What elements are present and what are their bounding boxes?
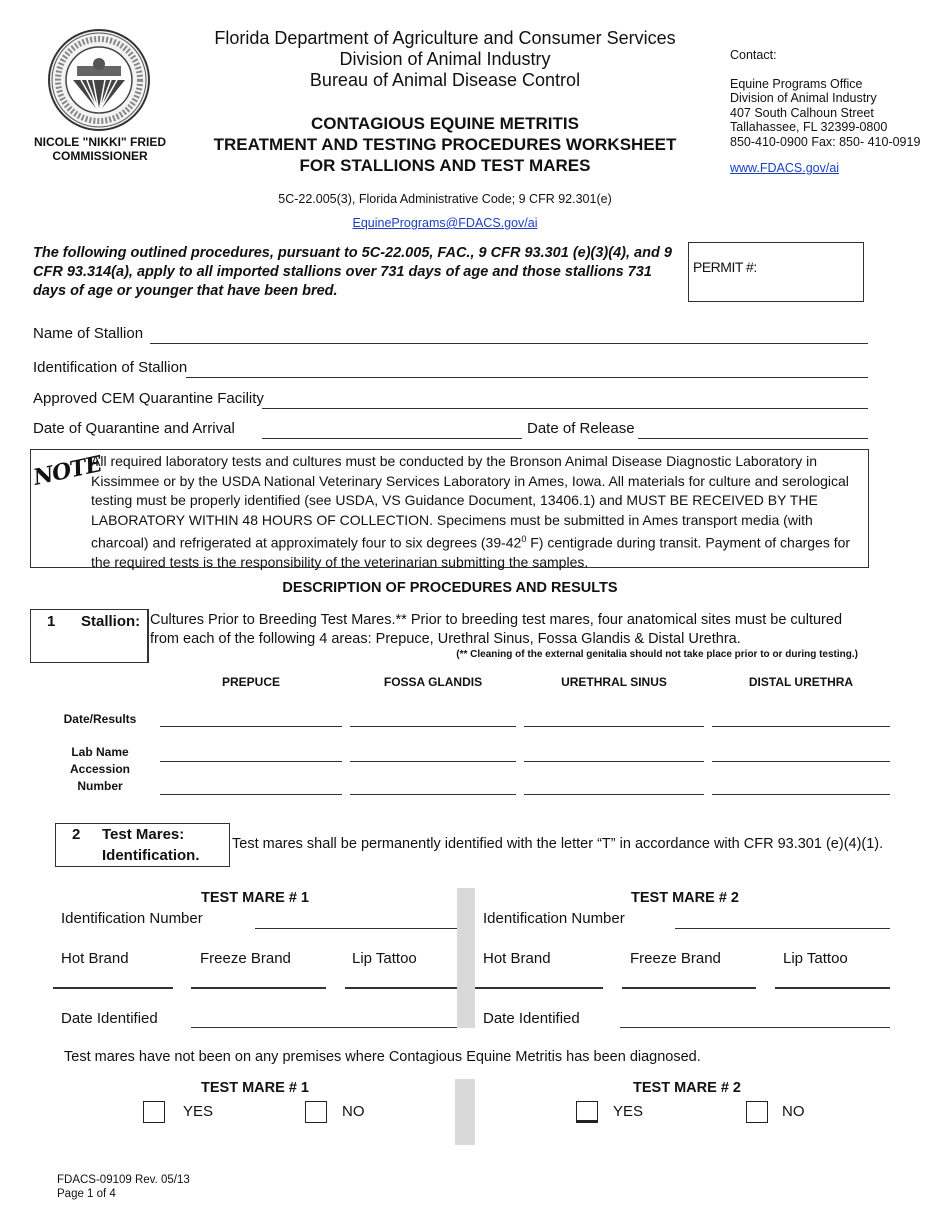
mare2-date-label: Date Identified	[483, 1010, 580, 1027]
mare2-premises-heading: TEST MARE # 2	[633, 1080, 741, 1096]
mare1-date-field[interactable]	[191, 1027, 457, 1028]
mares-instructions: Test mares shall be permanently identified with the letter “T” in accordance with CFR 93.301 (e)(4)(1).	[232, 836, 884, 852]
note-text-end: F) centigrade during transit. Payment of charges for the required tests is the responsibility of the veterinarian submitting the samples.	[91, 534, 851, 571]
stallion-name-field[interactable]	[150, 343, 868, 344]
premises-statement: Test mares have not been on any premises where Contagious Equine Metritis has been diagnosed.	[64, 1049, 701, 1065]
mare1-freeze-brand-field[interactable]	[191, 987, 326, 989]
mare2-freeze-brand-label: Freeze Brand	[630, 950, 721, 967]
urethral-accession-field[interactable]	[524, 794, 704, 795]
footer	[57, 1173, 190, 1201]
distal-date-field[interactable]	[712, 726, 890, 727]
contact-line-3: 407 South Calhoun Street	[730, 105, 874, 120]
mare2-yes-checkbox[interactable]	[576, 1101, 598, 1123]
mare2-freeze-brand-field[interactable]	[622, 987, 756, 989]
agency-name: Florida Department of Agriculture and Consumer Services	[214, 28, 676, 48]
mare2-hot-brand-label: Hot Brand	[483, 950, 551, 967]
column-distal-urethra: DISTAL URETHRA	[748, 675, 854, 689]
note-text	[91, 452, 867, 573]
mare2-no-label: NO	[782, 1103, 805, 1120]
email-link[interactable]: EquinePrograms@FDACS.gov/ai	[352, 216, 538, 230]
row-lab-line3: Number	[77, 779, 123, 793]
degree-superscript: 0	[521, 534, 527, 544]
contact-label: Contact:	[730, 48, 777, 62]
note-box	[30, 449, 869, 571]
mare2-hot-brand-field[interactable]	[475, 987, 603, 989]
contact-line-5: 850-410-0900 Fax: 850- 410-0919	[730, 134, 921, 149]
mare2-lip-tattoo-field[interactable]	[775, 987, 890, 989]
fossa-date-field[interactable]	[350, 726, 516, 727]
stallion-instructions: Cultures Prior to Breeding Test Mares.** Prior to breeding test mares, four anatomical sites must be cultured from each of the following 4 areas: Prepuce, Urethral Sinus, Fossa Glandis & Distal Urethra.	[150, 612, 843, 647]
title-line-1: CONTAGIOUS EQUINE METRITIS	[311, 114, 579, 133]
stallion-section-label-box	[30, 609, 148, 663]
mares-section-label-1: Test Mares:	[102, 826, 185, 843]
prepuce-accession-field[interactable]	[160, 794, 342, 795]
mare1-lip-tattoo-field[interactable]	[345, 987, 457, 989]
website-link[interactable]: www.FDACS.gov/ai	[730, 161, 840, 175]
contact-block	[730, 48, 945, 176]
stallion-footnote: (** Cleaning of the external genitalia should not take place prior to or during testing.)	[456, 649, 858, 660]
contact-line-4: Tallahassee, FL 32399-0800	[730, 120, 888, 134]
mare2-lip-tattoo-label: Lip Tattoo	[783, 950, 848, 967]
checkbox-column-divider	[455, 1079, 475, 1145]
email-link-wrap	[180, 216, 710, 231]
permit-label: PERMIT #:	[693, 259, 757, 275]
row-date-results: Date/Results	[63, 712, 137, 726]
form-number: FDACS-09109 Rev. 05/13	[57, 1174, 190, 1186]
title-line-2: TREATMENT AND TESTING PROCEDURES WORKSHEET	[213, 135, 677, 154]
mare1-yes-label: YES	[183, 1103, 214, 1120]
mare1-date-label: Date Identified	[61, 1010, 158, 1027]
column-urethral-sinus: URETHRAL SINUS	[561, 675, 667, 689]
mares-section-number: 2	[72, 826, 81, 843]
mare1-freeze-brand-label: Freeze Brand	[200, 950, 291, 967]
mare2-id-field[interactable]	[675, 928, 890, 929]
mare1-hot-brand-label: Hot Brand	[61, 950, 129, 967]
mare1-yes-checkbox[interactable]	[143, 1101, 165, 1123]
prepuce-lab-field[interactable]	[160, 761, 342, 762]
arrival-field[interactable]	[262, 438, 522, 439]
mare1-premises-heading: TEST MARE # 1	[201, 1080, 309, 1096]
mare1-id-field[interactable]	[255, 928, 457, 929]
division-name: Division of Animal Industry	[339, 49, 551, 69]
mare1-no-label: NO	[342, 1103, 365, 1120]
urethral-lab-field[interactable]	[524, 761, 704, 762]
commissioner-title: COMMISSIONER	[52, 149, 148, 163]
stallion-section-number: 1	[47, 613, 56, 630]
form-title	[180, 113, 710, 176]
distal-accession-field[interactable]	[712, 794, 890, 795]
note-text-main: All required laboratory tests and cultures must be conducted by the Bronson Animal Disease Diagnostic Laboratory in Kissimmee or by the USDA National Veterinary Services Laboratory in Ames, Iowa. All materials for culture and serological testing must be properly identified (see USDA, VS Guidance Document, 13406.1) and MUST BE RECEIVED BY THE LABORATORY WITHIN 48 HOURS OF COLLECTION. Specimens must be submitted in Ames transport media (with charcoal) and refrigerated at approximately four to six degrees (39-42	[91, 453, 849, 551]
row-lab-line2: Accession	[69, 762, 131, 776]
mare1-id-label: Identification Number	[61, 910, 203, 927]
release-field[interactable]	[638, 438, 868, 439]
distal-lab-field[interactable]	[712, 761, 890, 762]
column-fossa-glandis: FOSSA GLANDIS	[383, 675, 483, 689]
intro-text: The following outlined procedures, pursuant to 5C-22.005, FAC., 9 CFR 93.301 (e)(3)(4), and 9 CFR 93.314(a), apply to all imported stallions over 731 days of age and those stallions 731 days of age or younger that have been bred.	[33, 245, 672, 299]
contact-line-1: Equine Programs Office	[730, 76, 863, 91]
prepuce-date-field[interactable]	[160, 726, 342, 727]
department-seal	[47, 28, 151, 132]
mare1-lip-tattoo-label: Lip Tattoo	[352, 950, 417, 967]
mare2-yes-label: YES	[613, 1103, 644, 1120]
bureau-name: Bureau of Animal Disease Control	[309, 70, 581, 90]
commissioner-block	[20, 135, 180, 163]
stallion-section-label: Stallion:	[81, 613, 141, 630]
mare1-no-checkbox[interactable]	[305, 1101, 327, 1123]
mare1-hot-brand-field[interactable]	[53, 987, 173, 989]
stallion-text-divider	[148, 609, 149, 663]
agency-header	[180, 28, 710, 91]
arrival-label: Date of Quarantine and Arrival	[33, 420, 235, 437]
column-prepuce: PREPUCE	[221, 675, 280, 689]
facility-label: Approved CEM Quarantine Facility	[33, 390, 264, 407]
mare2-heading: TEST MARE # 2	[631, 890, 739, 906]
mares-section-label-2: Identification.	[102, 847, 200, 864]
fossa-accession-field[interactable]	[350, 794, 516, 795]
permit-box[interactable]	[688, 242, 864, 302]
mare2-date-field[interactable]	[620, 1027, 890, 1028]
mare2-id-label: Identification Number	[483, 910, 625, 927]
section-heading: DESCRIPTION OF PROCEDURES AND RESULTS	[282, 580, 618, 596]
fossa-lab-field[interactable]	[350, 761, 516, 762]
mare2-no-checkbox[interactable]	[746, 1101, 768, 1123]
row-lab-line1: Lab Name	[71, 745, 129, 759]
page-number: Page 1 of 4	[57, 1188, 116, 1200]
urethral-date-field[interactable]	[524, 726, 704, 727]
stallion-id-label: Identification of Stallion	[33, 359, 188, 376]
stallion-id-field[interactable]	[186, 377, 868, 378]
row-lab-accession	[45, 744, 155, 795]
citation: 5C-22.005(3), Florida Administrative Code; 9 CFR 92.301(e)	[278, 192, 612, 206]
stallion-name-label: Name of Stallion	[33, 325, 144, 342]
commissioner-name: NICOLE "NIKKI" FRIED	[33, 135, 167, 149]
contact-line-2: Division of Animal Industry	[730, 91, 877, 105]
facility-field[interactable]	[262, 408, 868, 409]
release-label: Date of Release	[527, 420, 635, 437]
mares-section-label-box	[55, 823, 230, 867]
title-line-3: FOR STALLIONS AND TEST MARES	[299, 156, 591, 175]
note-badge: NOTE	[31, 451, 104, 491]
mare1-heading: TEST MARE # 1	[201, 890, 309, 906]
mare-column-divider	[457, 888, 475, 1028]
